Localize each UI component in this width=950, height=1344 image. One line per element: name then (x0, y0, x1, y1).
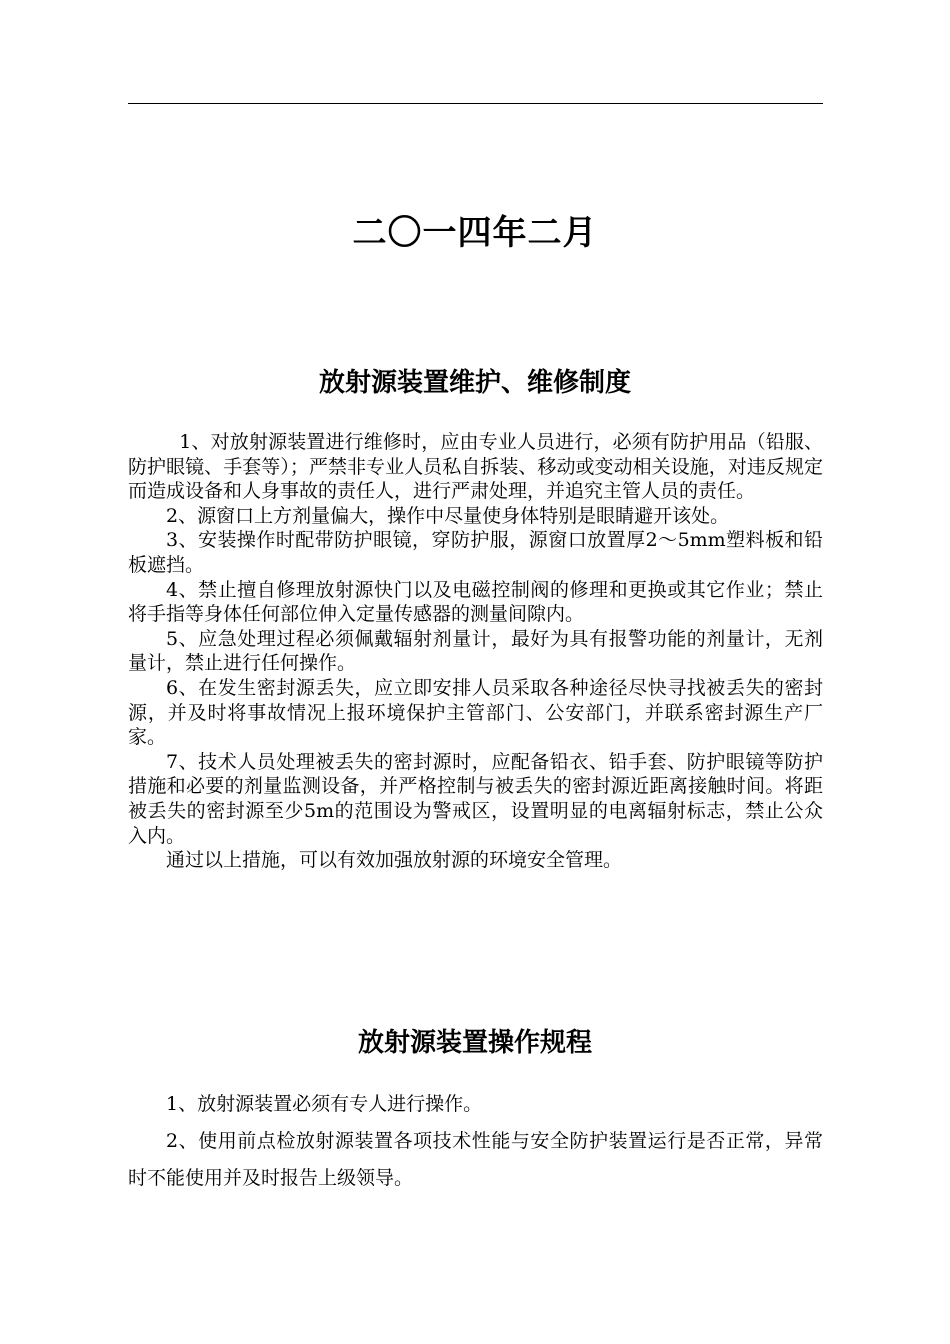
rule-paragraph: 5、应急处理过程必须佩戴辐射剂量计，最好为具有报警功能的剂量计，无剂量计，禁止进行任何操作。 (128, 627, 823, 675)
section-title-maintenance: 放射源装置维护、维修制度 (318, 368, 631, 398)
rule-paragraph: 7、技术人员处理被丢失的密封源时，应配备铅衣、铅手套、防护眼镜等防护措施和必要的剂量监测设备，并严格控制与被丢失的密封源近距离接触时间。将距被丢失的密封源至少5m的范围设为警戒区，设置明显的电离辐射标志，禁止公众入内。 (128, 750, 823, 847)
rule-paragraph: 2、源窗口上方剂量偏大，操作中尽量使身体特别是眼睛避开该处。 (166, 504, 730, 527)
section-title-operation: 放射源装置操作规程 (357, 1028, 592, 1058)
rule-paragraph: 2、使用前点检放射源装置各项技术性能与安全防护装置运行是否正常，异常时不能使用并及时报告上级领导。 (128, 1130, 823, 1189)
rule-paragraph: 4、禁止擅自修理放射源快门以及电磁控制阀的修理和更换或其它作业；禁止将手指等身体任何部位伸入定量传感器的测量间隙内。 (128, 578, 823, 626)
maintenance-rules (128, 430, 823, 873)
rule-paragraph: 3、安装操作时配带防护眼镜，穿防护服，源窗口放置厚2～5mm塑料板和铅板遮挡。 (128, 529, 823, 576)
summary-paragraph: 通过以上措施，可以有效加强放射源的环境安全管理。 (166, 849, 623, 872)
operation-rules (128, 1086, 823, 1197)
rule-paragraph: 1、对放射源装置进行维修时，应由专业人员进行，必须有防护用品（铅服、防护眼镜、手套等）；严禁非专业人员私自拆装、移动或变动相关设施，对违反规定而造成设备和人身事故的责任人，进行严肃处理，并追究主管人员的责任。 (128, 431, 823, 503)
rule-paragraph: 6、在发生密封源丢失，应立即安排人员采取各种途径尽快寻找被丢失的密封源，并及时将事故情况上报环境保护主管部门、公安部门，并联系密封源生产厂家。 (128, 676, 823, 749)
rule-paragraph: 1、放射源装置必须有专人进行操作。 (166, 1093, 483, 1115)
header-rule (128, 103, 823, 104)
date-heading: 二〇一四年二月 (352, 213, 598, 253)
